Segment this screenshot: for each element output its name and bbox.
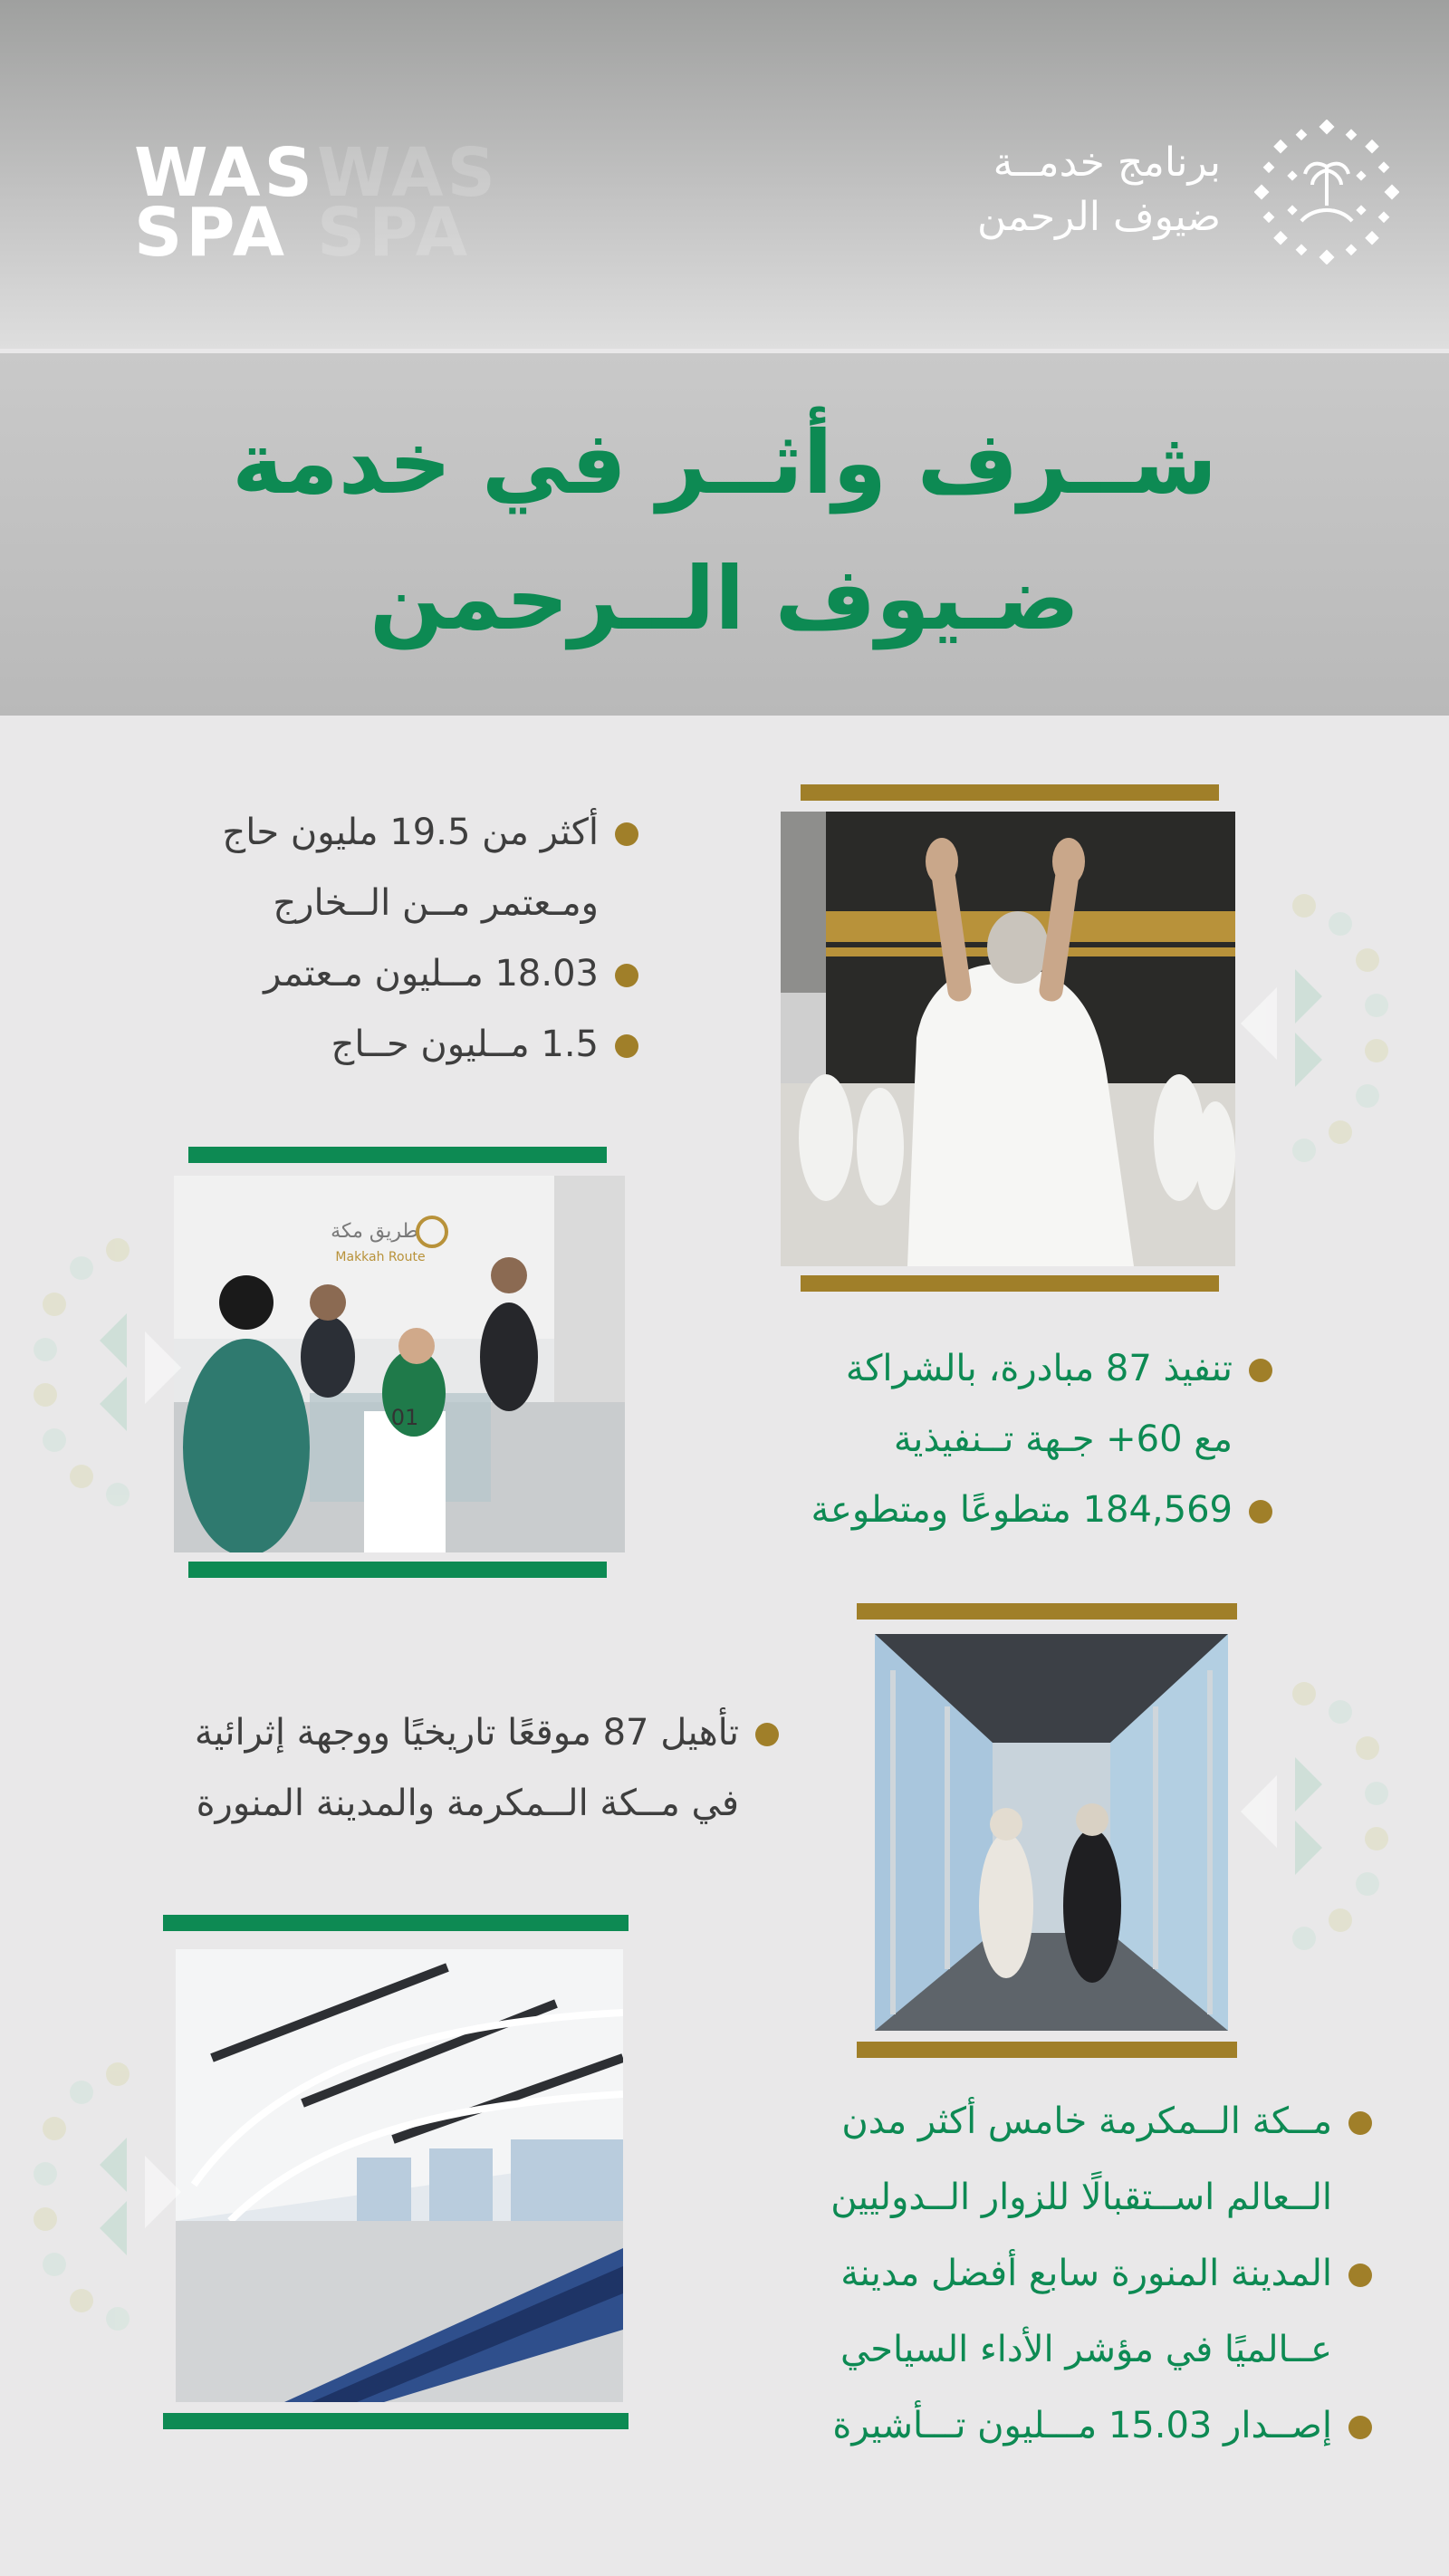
photo-frame-top-bar [857, 1603, 1237, 1620]
photo-frame-top-bar [163, 1915, 629, 1931]
hajj-stats-list [222, 797, 638, 1080]
bullet-dot [1249, 1359, 1272, 1382]
airport-terminal-photo [176, 1949, 623, 2402]
list-item: أكثر من 19.5 مليون حاج [222, 797, 638, 868]
list-item: الــعالم اســتقبالًا للزوار الــدوليين [830, 2177, 1332, 2218]
list-item: تأهيل 87 موقعًا تاريخيًا ووجهة إثرائية [195, 1697, 779, 1768]
bullet-dot [615, 964, 638, 987]
list-item: ومـعتمر مــن الــخارج [273, 882, 599, 924]
photo-frame-top-bar [188, 1147, 607, 1163]
photo-frame-bottom-bar [857, 2042, 1237, 2058]
list-item: إصــدار 15.03 مـــليون تـــأشيرة [830, 2388, 1372, 2464]
bullet-dot [755, 1723, 779, 1746]
decorative-ornament-icon [1241, 1658, 1395, 1966]
list-item: المدينة المنورة سابع أفضل مدينة [830, 2235, 1372, 2312]
decorative-ornament-icon [1241, 870, 1395, 1177]
page-title-line2: ضـيوف الــرحمن [369, 548, 1080, 649]
bullet-dot [1348, 2264, 1372, 2287]
list-item: تنفيذ 87 مبادرة، بالشراكة [811, 1333, 1272, 1404]
bullet-dot [615, 822, 638, 846]
page-title-line1: شــرف وأثــر في خدمة [232, 412, 1217, 514]
saudi-emblem-icon [1254, 120, 1399, 264]
bullet-dot [615, 1034, 638, 1058]
walkway-photo [875, 1634, 1228, 2031]
photo-frame-top-bar [801, 784, 1219, 801]
list-item: مــكة الــمكرمة خامس أكثر مدن [830, 2083, 1372, 2159]
initiatives-list [811, 1333, 1272, 1545]
rankings-list [830, 2083, 1372, 2464]
list-item: مع 60+ جـهة تــنفيذية [893, 1418, 1233, 1460]
decorative-ornament-icon [27, 1214, 181, 1522]
photo-frame-bottom-bar [801, 1275, 1219, 1292]
photo-frame-bottom-bar [163, 2413, 629, 2429]
bullet-dot [1249, 1500, 1272, 1523]
photo-frame-bottom-bar [188, 1562, 607, 1578]
historic-sites-list [195, 1697, 779, 1839]
photo-sign-text: طريق مكة [331, 1220, 418, 1243]
decorative-ornament-icon [27, 2038, 181, 2346]
makkah-route-photo [174, 1176, 625, 1552]
title-band [0, 353, 1449, 716]
kaaba-photo [781, 812, 1235, 1266]
photo-sign-english: Makkah Route [335, 1250, 426, 1264]
logo-watermark-pattern: WAS SPA [317, 134, 499, 272]
list-item: 184,569 متطوعًا ومتطوعة [811, 1475, 1272, 1545]
bullet-dot [1348, 2111, 1372, 2135]
program-name: برنامج خدمــة ضيوف الرحمن [976, 139, 1221, 240]
counter-number: 01 [390, 1405, 419, 1430]
list-item: 1.5 مــليون حــاج [222, 1009, 638, 1080]
list-item: 18.03 مــليون مـعتمر [222, 938, 638, 1009]
list-item: في مــكة الــمكرمة والمدينة المنورة [196, 1783, 739, 1824]
spa-logo: WAS SPA [134, 134, 316, 272]
bullet-dot [1348, 2416, 1372, 2439]
list-item: عــالميًا في مؤشر الأداء السياحي [840, 2329, 1332, 2370]
